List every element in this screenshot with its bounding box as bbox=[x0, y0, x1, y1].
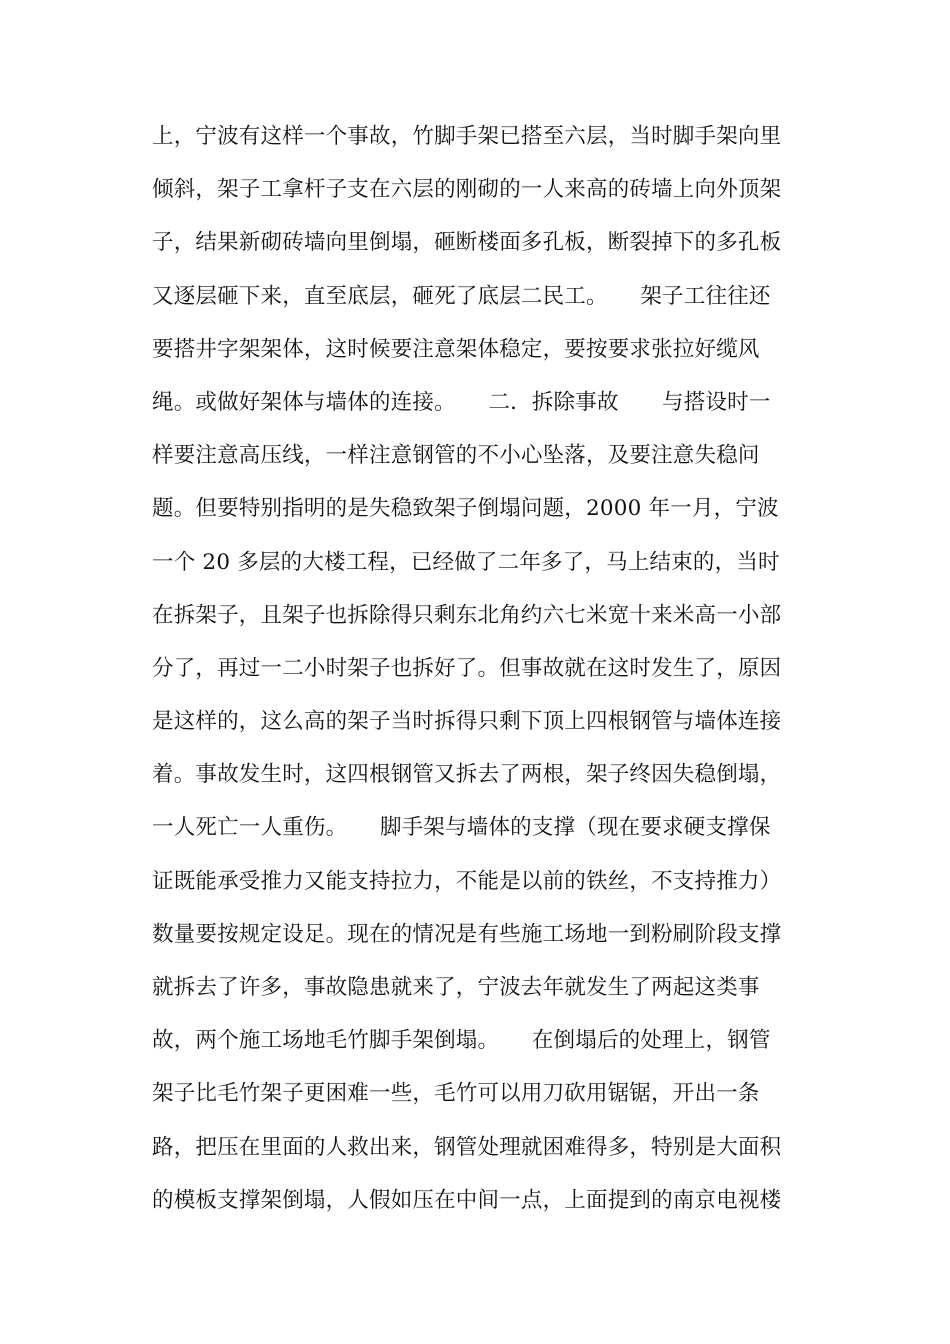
text-line: 要搭井字架架体，这时候要注意架体稳定，要按要求张拉好缆风 bbox=[152, 336, 760, 362]
body-text bbox=[152, 118, 812, 1235]
text-line: 一个 20 多层的大楼工程，已经做了二年多了，马上结束的，当时 bbox=[152, 549, 780, 575]
text-line: 绳。或做好架体与墙体的连接。 二．拆除事故 与搭设时一 bbox=[152, 389, 771, 415]
text-line: 样要注意高压线，一样注意钢管的不小心坠落，及要注意失稳问 bbox=[152, 443, 760, 469]
text-line: 着。事故发生时，这四根钢管又拆去了两根，架子终因失稳倒塌， bbox=[152, 762, 782, 788]
text-line: 的模板支撑架倒塌，人假如压在中间一点，上面提到的南京电视楼 bbox=[152, 1187, 782, 1213]
text-line: 证既能承受推力又能支持拉力，不能是以前的铁丝，不支持推力） bbox=[152, 868, 782, 894]
text-line: 倾斜，架子工拿杆子支在六层的刚砌的一人来高的砖墙上向外顶架 bbox=[152, 177, 782, 203]
text-line: 数量要按规定设足。现在的情况是有些施工场地一到粉刷阶段支撑 bbox=[152, 921, 782, 947]
text-line: 分了，再过一二小时架子也拆好了。但事故就在这时发生了，原因 bbox=[152, 655, 782, 681]
text-line: 上，宁波有这样一个事故，竹脚手架已搭至六层，当时脚手架向里 bbox=[152, 124, 782, 149]
text-line: 在拆架子，且架子也拆除得只剩东北角约六七米宽十来米高一小部 bbox=[152, 602, 782, 628]
text-line: 是这样的，这么高的架子当时拆得只剩下顶上四根钢管与墙体连接 bbox=[152, 709, 782, 735]
text-line: 故，两个施工场地毛竹脚手架倒塌。 在倒塌后的处理上，钢管 bbox=[152, 1028, 771, 1054]
text-line: 题。但要特别指明的是失稳致架子倒塌问题，2000 年一月，宁波 bbox=[152, 496, 779, 522]
text-line: 路，把压在里面的人救出来，钢管处理就困难得多，特别是大面积 bbox=[152, 1134, 782, 1160]
text-line: 又逐层砸下来，直至底层，砸死了底层二民工。 架子工往往还 bbox=[152, 283, 771, 309]
text-line: 就拆去了许多，事故隐患就来了，宁波去年就发生了两起这类事 bbox=[152, 975, 760, 1000]
text-line: 一人死亡一人重伤。 脚手架与墙体的支撑（现在要求硬支撑保 bbox=[152, 815, 771, 841]
text-line: 架子比毛竹架子更困难一些，毛竹可以用刀砍用锯锯，开出一条 bbox=[152, 1081, 760, 1107]
text-line: 子，结果新砌砖墙向里倒塌，砸断楼面多孔板，断裂掉下的多孔板 bbox=[152, 230, 782, 256]
